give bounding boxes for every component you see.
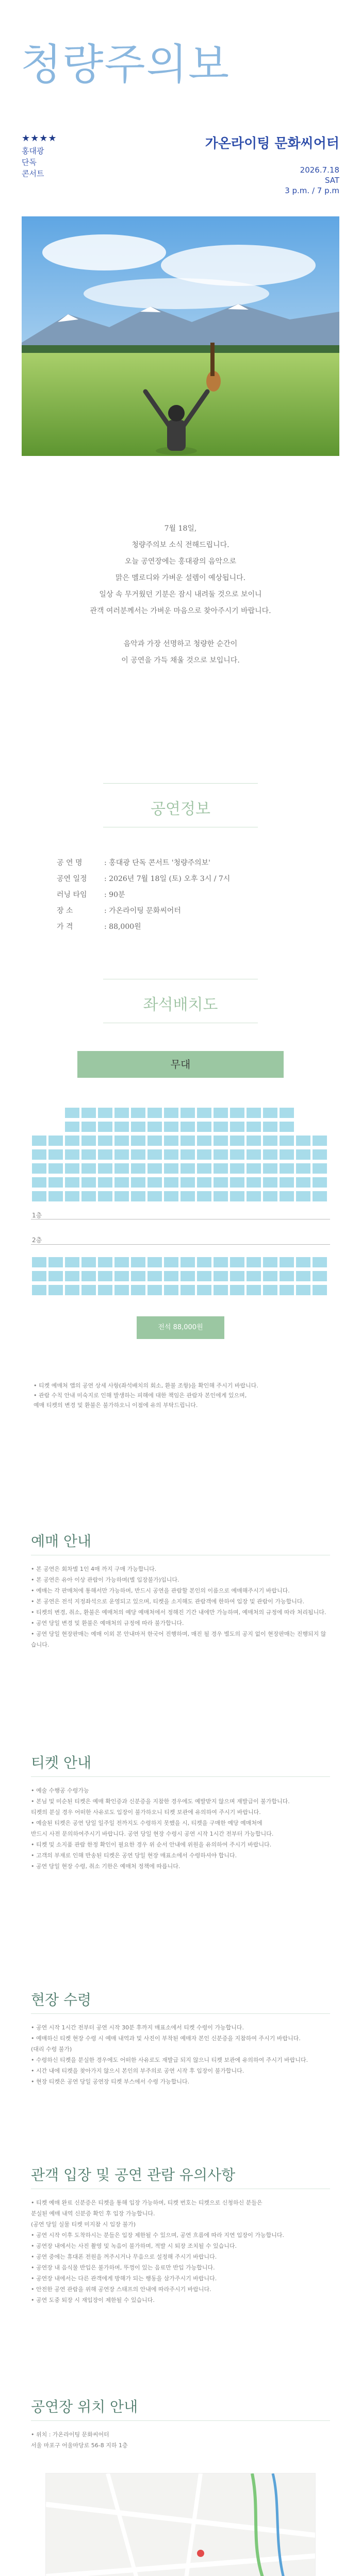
list-item: • 시간 내에 티켓을 찾아가지 않으시 본인의 부주의로 공연 시작 후 입장이 불가합니다. [31,2067,244,2074]
seat-block [214,1149,228,1160]
reservation-title: 예매 안내 [31,1533,92,1550]
list-item: • 공연 당일 현장 수령, 취소 기한은 예매처 정책에 따릅니다. [31,1863,180,1870]
seat-block [48,1285,63,1295]
seat-block [65,1108,79,1118]
event-day: SAT [324,176,339,185]
seat-block [114,1163,129,1174]
price-badge: 전석 88,000원 [137,1316,224,1339]
seat-block [114,1285,129,1295]
seat-block [32,1163,46,1174]
seat-block [180,1191,195,1201]
seat-block [131,1285,145,1295]
seat-block [48,1149,63,1160]
intro-line: 관객 여러분께서는 가벼운 마음으로 찾아주시기 바랍니다. [90,607,271,615]
seat-block [296,1271,310,1281]
rating-stars: ★★★★ [22,133,57,144]
seat-block [197,1149,211,1160]
seat-block [214,1271,228,1281]
seat-block [230,1136,244,1146]
seat-block [81,1191,96,1201]
list-item: • 예매하신 티켓 현장 수령 시 예매 내역과 및 사진이 부착된 예매자 본인 신분증을 지참하여 주시기 바랍니다. [31,2035,301,2042]
seat-block [164,1149,178,1160]
seat-block [247,1257,261,1267]
divider [103,783,258,784]
seat-block [180,1108,195,1118]
intro-line: 맑은 멜로디와 가벼운 설렘이 예상됩니다. [115,574,246,582]
info-row: 가 격 : 88,000원 [57,923,141,931]
list-item: • 티켓 예매 완료 신분증은 티켓을 통해 입장 가능하며, 티켓 번호는 티켓으로 신청하신 분들은 [31,2199,262,2206]
list-item: • 티켓 및 소지품 관람 한정 확인이 필요한 경우 위 순서 안내에 위원을 유의하여 주시기 바랍니다. [31,1841,272,1848]
note-line: 예매 티켓의 변경 및 환불은 불가하오니 이점에 유의 부탁드립니다. [34,1402,198,1409]
venue-name: 가온라이팅 문화씨어터 [205,136,339,151]
seat-block [214,1257,228,1267]
info-row: 장 소 : 가온라이팅 문화씨어터 [57,907,181,915]
list-item: (대리 수령 불가) [31,2046,72,2053]
seat-block [230,1163,244,1174]
seat-block [32,1136,46,1146]
seat-block [65,1257,79,1267]
seat-block [48,1163,63,1174]
seat-block [230,1191,244,1201]
seat-block [197,1271,211,1281]
seat-block [263,1136,277,1146]
seat-block [214,1285,228,1295]
seat-block [65,1149,79,1160]
list-item: • 공연 도중 퇴장 시 재입장이 제한될 수 있습니다. [31,2297,155,2303]
intro-line: 오늘 공연장에는 홍대광의 음악으로 [124,557,237,566]
meadow-illustration [22,216,339,456]
seat-block [164,1177,178,1188]
seat-block [280,1177,294,1188]
seat-block [147,1177,162,1188]
ticket-list [31,1785,330,1872]
seat-block [114,1149,129,1160]
seat-block [81,1136,96,1146]
list-item: • 안전한 공연 관람을 위해 공연장 스태프의 안내에 따라주시기 바랍니다. [31,2286,211,2293]
seat-block [280,1149,294,1160]
seat-block [48,1177,63,1188]
seat-block [247,1163,261,1174]
list-item: • 본님 및 미순된 티켓은 예매 확인증과 신분증을 지참한 경우에도 예발받지 않으며 재발급이 불가합니다. [31,1798,290,1805]
seat-block [81,1122,96,1132]
note-line: • 관람 수칙 안내 미숙지로 인해 발생하는 피해에 대한 책임은 관람자 본인에게 있으며, [34,1392,247,1399]
seat-block [114,1108,129,1118]
seat-block [65,1285,79,1295]
seat-block [280,1108,294,1118]
seat-block [98,1257,112,1267]
list-item: • 공연 시작 이후 도착하시는 분들은 입장 제한될 수 있으며, 공연 흐름에 따라 지연 입장이 가능합니다. [31,2232,284,2239]
onsite-title: 현장 수령 [31,1991,92,2008]
info-section-title: 공연정보 [151,800,210,818]
seat-block [180,1163,195,1174]
seat-block [180,1136,195,1146]
seat-block [280,1285,294,1295]
seat-block [147,1163,162,1174]
seat-block [65,1163,79,1174]
seat-block [180,1271,195,1281]
seat-block [32,1285,46,1295]
seat-block [247,1285,261,1295]
seat-block [263,1271,277,1281]
seat-block [65,1271,79,1281]
seat-block [263,1122,277,1132]
list-item: • 고객의 부재로 인해 반송된 티켓은 공연 당일 현장 매표소에서 수령하셔야 합니다. [31,1852,237,1859]
seat-block [131,1191,145,1201]
floor1-label: 1층 [32,1212,42,1219]
seat-block [296,1257,310,1267]
seat-block [263,1257,277,1267]
seat-block [296,1163,310,1174]
seat-block [180,1285,195,1295]
seat-block [296,1149,310,1160]
note-line: • 티켓 예매처 앱의 공연 상세 사항(좌석배치의 회소, 환불 조항)을 확인해 주시기 바랍니다. [34,1382,258,1389]
event-tags [22,145,44,179]
seat-block [280,1122,294,1132]
seat-block [48,1257,63,1267]
seat-block [197,1191,211,1201]
seat-block [197,1136,211,1146]
seat-block [313,1271,327,1281]
seat-block [180,1177,195,1188]
seat-block [247,1122,261,1132]
seat-block [313,1177,327,1188]
seat-block [65,1122,79,1132]
seat-block [81,1149,96,1160]
seat-block [313,1285,327,1295]
seat-block [180,1257,195,1267]
tag-artist: 홍대광 [22,146,44,156]
seat-block [230,1285,244,1295]
intro-line [0,619,361,636]
list-item: • 예술 수행공 수령가능 [31,1787,89,1794]
seat-block [32,1271,46,1281]
seat-block [263,1177,277,1188]
seat-block [164,1191,178,1201]
seat-block [214,1108,228,1118]
divider [31,1776,330,1777]
list-item: • 공연 시작 1시간 전부터 공연 시작 30분 후까지 매표소에서 티켓 수령이 가능합니다. [31,2024,244,2031]
seat-block [280,1271,294,1281]
seat-block [48,1191,63,1201]
seating-notes [34,1381,327,1410]
seat-block [147,1136,162,1146]
seat-block [214,1122,228,1132]
seat-block [263,1163,277,1174]
seat-block [296,1136,310,1146]
seat-block [247,1177,261,1188]
page-title: 청량주의보 [21,40,231,89]
seat-block [147,1271,162,1281]
seat-block [247,1108,261,1118]
seat-block [214,1136,228,1146]
seat-block [263,1149,277,1160]
onsite-list [31,2022,330,2087]
info-row: 공 연 명 : 홍대광 단독 콘서트 '청량주의보' [57,859,211,867]
seat-block [98,1285,112,1295]
seat-block [164,1285,178,1295]
list-item: • 현장 티켓은 공연 당일 공연장 티켓 부스에서 수령 가능합니다. [31,2078,190,2085]
tag-category: 콘서트 [22,169,44,178]
reservation-list [31,1564,330,1650]
seat-block [65,1136,79,1146]
seat-block [313,1136,327,1146]
seat-block [147,1285,162,1295]
event-time: 3 p.m. / 7 p.m [285,186,339,195]
intro-line: 일상 속 무거웠던 기분은 잠시 내려둘 것으로 보이니 [99,590,262,599]
seat-block [164,1257,178,1267]
seat-block [98,1108,112,1118]
location-line: 서울 마포구 어울마당로 56-8 지하 1층 [31,2442,128,2449]
divider [31,2013,330,2014]
list-item: • 공연 당일 변경 및 환불은 예매처의 규정에 따라 불가합니다. [31,1620,184,1626]
list-item: 분실된 예매 내역 신분증 확인 후 입장 가능합니다. [31,2210,155,2217]
divider [31,2420,330,2421]
seat-block [32,1149,46,1160]
seat-block [81,1177,96,1188]
list-item: 반드시 사전 문의하여주시기 바랍니다. 공연 당일 현장 수령시 공연 시작 1시간 전부터 가능합니다. [31,1831,274,1837]
list-item: (공연 당일 실물 티켓 미지참 시 입장 불가) [31,2221,136,2228]
list-item: 티켓의 분실 경우 어떠한 사유로도 입장이 불가하오니 티켓 보관에 유의하여 주시기 바랍니다. [31,1809,261,1816]
rules-title: 관객 입장 및 공연 관람 유의사항 [31,2166,236,2183]
seat-block [131,1122,145,1132]
seat-block [131,1257,145,1267]
seat-block [197,1257,211,1267]
seat-block [98,1271,112,1281]
info-row: 공연 일정 : 2026년 7월 18일 (토) 오후 3시 / 7시 [57,875,231,883]
seat-block [114,1271,129,1281]
info-table [57,855,230,935]
tag-type: 단독 [22,158,37,167]
seat-block [230,1257,244,1267]
seat-block [81,1257,96,1267]
list-item: • 본 공연은 유아 이상 관람이 가능하며(별 입장불가)입니다. [31,1577,179,1583]
seat-block [81,1163,96,1174]
list-item: • 예술된 티켓은 공연 당일 일주일 전까지도 수령하지 못했을 시, 티켓을 구매한 예당 예매처에 [31,1820,262,1826]
seat-block [263,1191,277,1201]
seat-block [230,1149,244,1160]
seat-block [164,1136,178,1146]
seat-block [164,1108,178,1118]
intro-line: 7월 18일, [164,524,197,533]
seat-block [98,1122,112,1132]
location-line: • 위치 : 가온라이팅 문화씨어터 [31,2431,109,2438]
seat-block [313,1191,327,1201]
floor2-label: 2층 [32,1236,42,1244]
location-title: 공연장 위치 안내 [31,2398,138,2415]
date-box [285,165,339,196]
ticket-title: 티켓 안내 [31,1754,92,1771]
seat-block [48,1271,63,1281]
seat-block [147,1149,162,1160]
seat-block [214,1163,228,1174]
seat-block [180,1149,195,1160]
list-item: • 예매는 각 판매처에 통해서만 가능하며, 반드시 공연을 관람할 본인의 이름으로 예매해주시기 바랍니다. [31,1587,290,1594]
list-item: • 본 공연은 전석 지정좌석으로 운영되고 있으며, 티켓을 소지해도 관람객에 한하여 입장 및 관람이 가능합니다. [31,1598,304,1605]
seat-block [313,1257,327,1267]
seat-block [280,1191,294,1201]
seat-block [280,1136,294,1146]
list-item: • 공연장 내에서는 다른 관객에게 방해가 되는 행동을 삼가주시기 바랍니다. [31,2275,217,2282]
seat-block [147,1191,162,1201]
seat-block [280,1163,294,1174]
seat-block [114,1177,129,1188]
seat-block [65,1177,79,1188]
seating-section-title: 좌석배치도 [143,996,218,1014]
seat-block [131,1149,145,1160]
seat-block [48,1136,63,1146]
list-item: • 본 공연은 회차별 1인 4매 까지 구매 가능합니다. [31,1566,157,1572]
hero-photo [22,216,339,456]
rules-list [31,2197,330,2306]
list-item: • 공연 당일 현장판매는 예매 이외 본 안내마저 한국어 진행하며, 매진 될 경우 별도의 공지 없이 현장판매는 진행되지 않습니다. [31,1631,326,1648]
seat-block [114,1136,129,1146]
seat-block [98,1149,112,1160]
seat-block [180,1122,195,1132]
seat-block [131,1163,145,1174]
seat-block [164,1271,178,1281]
intro-line: 이 공연을 가득 채울 것으로 보입니다. [121,656,240,665]
seat-block [147,1108,162,1118]
seat-block [230,1122,244,1132]
seat-block [313,1163,327,1174]
seat-block [197,1108,211,1118]
list-item: • 수령하신 티켓을 분실한 경우에도 어떠한 사유로도 재발급 되지 않으니 티켓 보관에 유의하여 주시기 바랍니다. [31,2057,308,2063]
seat-block [81,1271,96,1281]
intro-message [0,520,361,669]
seat-block [98,1163,112,1174]
seat-block [263,1285,277,1295]
seat-block [65,1191,79,1201]
seat-block [81,1108,96,1118]
seat-block [263,1108,277,1118]
list-item: • 공연 중에는 휴대폰 전원을 꺼주시거나 무음으로 설정해 주시기 바랍니다. [31,2253,217,2260]
seat-block [98,1191,112,1201]
location-map[interactable] [45,2473,316,2576]
seat-block [247,1191,261,1201]
seat-block [230,1108,244,1118]
info-row: 러닝 타임 : 90분 [57,891,125,899]
seat-block [197,1122,211,1132]
location-info [31,2429,330,2451]
seat-block [131,1271,145,1281]
seat-block [230,1177,244,1188]
seat-block [114,1191,129,1201]
seat-block [114,1257,129,1267]
seat-block [164,1122,178,1132]
seat-block [98,1136,112,1146]
event-date: 2026.7.18 [300,165,339,175]
seat-block [197,1285,211,1295]
seat-block [313,1149,327,1160]
stage-block: 무대 [77,1051,284,1078]
seat-block [32,1257,46,1267]
seat-block [214,1191,228,1201]
intro-line: 청량주의보 소식 전해드립니다. [132,541,229,549]
seat-block [247,1271,261,1281]
seat-block [114,1122,129,1132]
seat-block [230,1271,244,1281]
seat-block [98,1177,112,1188]
seat-block [296,1177,310,1188]
seat-block [131,1136,145,1146]
seat-block [131,1108,145,1118]
seat-block [247,1149,261,1160]
list-item: • 공연장 내 음식물 반입은 불가하며, 뚜껑이 있는 음료만 반입 가능합니다. [31,2264,215,2271]
floor-divider [31,1244,330,1245]
seat-block [147,1257,162,1267]
seat-block [197,1177,211,1188]
list-item: • 공연장 내에서는 사진 촬영 및 녹음이 불가하며, 적발 시 퇴장 조치될 수 있습니다. [31,2243,237,2249]
list-item: • 티켓의 변경, 취소, 환불은 예매처의 예당 예매처에서 정해진 기간 내에만 가능하며, 예매처의 규정에 따라 처리됩니다. [31,1609,326,1616]
seat-block [296,1285,310,1295]
seat-block [32,1177,46,1188]
seat-block [147,1122,162,1132]
map-illustration [46,2473,316,2576]
seat-block [214,1177,228,1188]
seat-block [131,1177,145,1188]
seat-block [197,1163,211,1174]
seat-block [280,1257,294,1267]
seat-block [247,1136,261,1146]
seat-block [296,1191,310,1201]
seat-block [164,1163,178,1174]
intro-line: 음악과 가장 선명하고 청량한 순간이 [123,640,238,648]
seat-block [81,1285,96,1295]
seat-block [32,1191,46,1201]
